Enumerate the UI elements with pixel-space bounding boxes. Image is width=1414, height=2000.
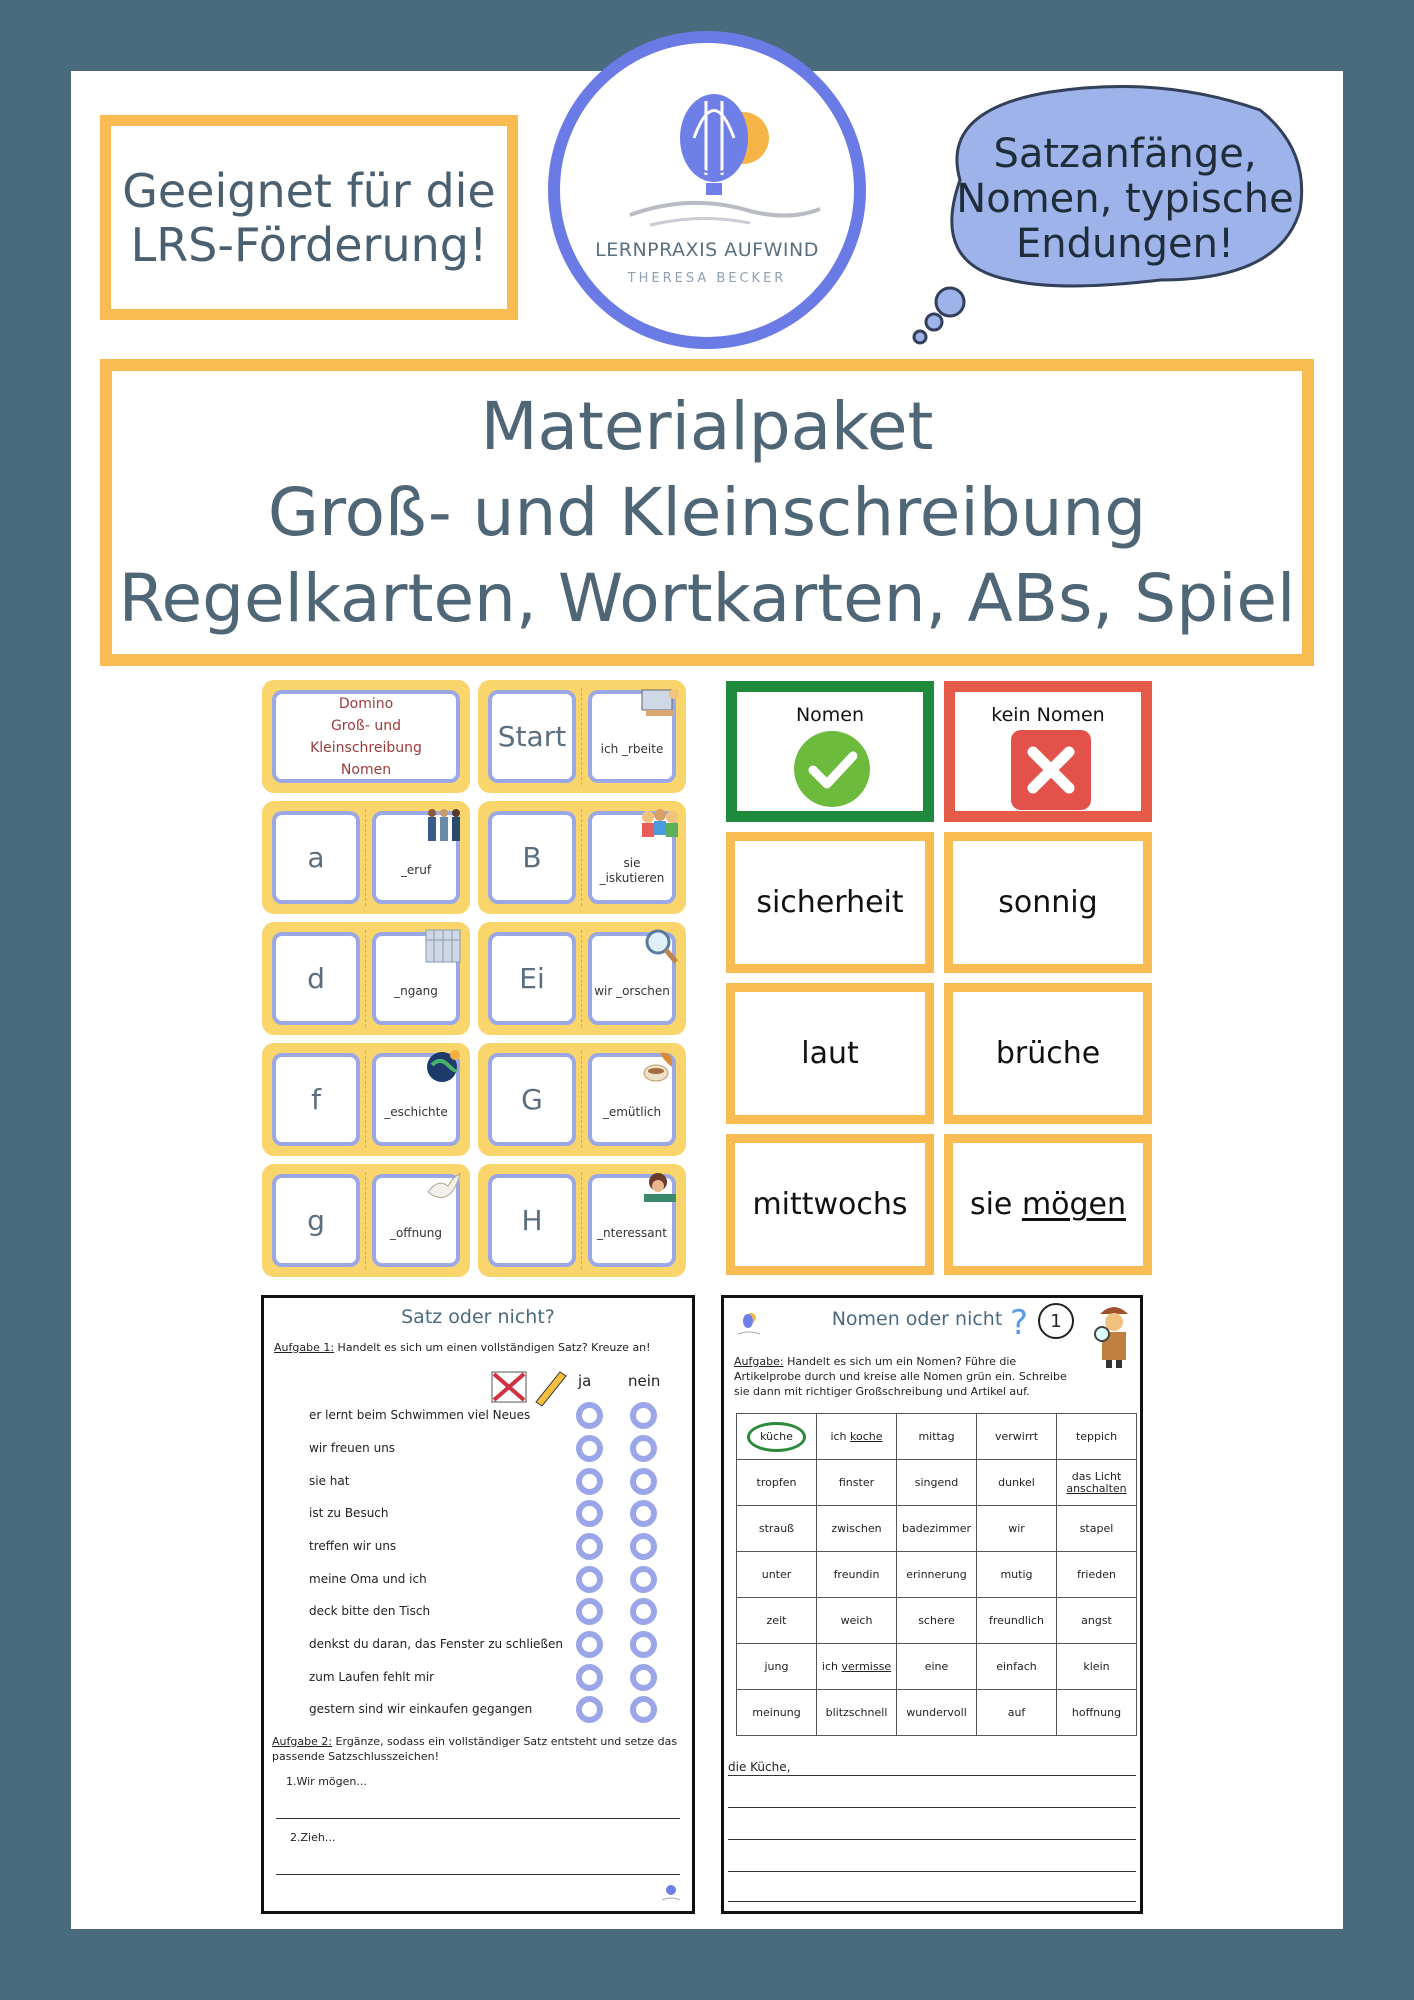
magnifier-icon (638, 926, 680, 966)
grid-cell[interactable]: zeit (737, 1598, 817, 1644)
title-line3: Regelkarten, Wortkarten, ABs, Spiel (118, 559, 1296, 637)
domino-left: a (272, 811, 360, 904)
dove-icon (422, 1168, 464, 1208)
answer-ja-circle[interactable] (576, 1664, 603, 1691)
answer-ja-circle[interactable] (576, 1566, 603, 1593)
small-logo-icon (658, 1880, 684, 1906)
grid-cell[interactable]: wir (977, 1506, 1057, 1552)
answer-nein-circle[interactable] (630, 1631, 657, 1658)
grid-cell[interactable]: mittag (897, 1414, 977, 1460)
domino-right: sie _iskutieren (588, 811, 676, 904)
checkmark-icon (793, 730, 871, 808)
worksheet-number-badge (1038, 1303, 1074, 1339)
grid-cell[interactable]: mutig (977, 1552, 1057, 1598)
worksheet2-title: Nomen oder nicht (831, 1308, 1003, 1330)
domino-header-line1: Domino (338, 695, 394, 712)
task1-label: Aufgabe 1: (274, 1341, 335, 1354)
sentence: treffen wir uns (309, 1539, 397, 1553)
grid-cell[interactable]: finster (817, 1460, 897, 1506)
domino-card (478, 922, 686, 1035)
computer-illustration-icon (638, 684, 680, 724)
answer-nein-circle[interactable] (630, 1598, 657, 1625)
domino-card (262, 922, 470, 1035)
domino-card (262, 801, 470, 914)
grid-underlined: koche (850, 1429, 883, 1443)
task-text: Handelt es sich um ein Nomen? Führe die Artikelprobe durch und kreise alle Nomen grün ein. Schreibe sie dann mit richtiger Großschreibung und Artikel auf. (734, 1355, 1067, 1398)
answer-nein-circle[interactable] (630, 1500, 657, 1527)
grid-prefix: das Licht (1071, 1469, 1122, 1483)
worksheet1-task1 (274, 1340, 684, 1355)
answer-line[interactable] (728, 1901, 1136, 1902)
worksheet-nomen-oder-nicht (721, 1295, 1143, 1914)
grid-cell[interactable]: frieden (1057, 1552, 1137, 1598)
domino-left: g (272, 1174, 360, 1267)
answer-line[interactable] (276, 1874, 680, 1875)
answer-line[interactable] (728, 1871, 1136, 1872)
worksheet1-title: Satz oder nicht? (401, 1306, 555, 1328)
domino-left: d (272, 932, 360, 1025)
entrance-gate-icon (422, 926, 464, 966)
logo-subtitle: THERESA BECKER (627, 271, 787, 286)
domino-card (262, 1164, 470, 1277)
professions-illustration-icon (422, 805, 464, 845)
domino-header-card (262, 680, 470, 793)
grid-cell[interactable]: angst (1057, 1598, 1137, 1644)
answer-nein-circle[interactable] (630, 1566, 657, 1593)
answer-ja-circle[interactable] (576, 1402, 603, 1429)
domino-start-left: Start (488, 690, 576, 783)
answer-start: die Küche, (728, 1760, 791, 1774)
domino-start-card (478, 680, 686, 793)
lrs-badge-line1: Geeignet für die (122, 163, 496, 218)
children-illustration-icon (638, 805, 680, 845)
logo (548, 31, 866, 349)
answer-line[interactable] (728, 1807, 1136, 1808)
domino-card (478, 1043, 686, 1156)
answer-nein-circle[interactable] (630, 1533, 657, 1560)
domino-right: wir _orschen (588, 932, 676, 1025)
svg-text:?: ? (1010, 1303, 1029, 1340)
column-nein: nein (628, 1372, 661, 1390)
title-line2: Groß- und Kleinschreibung (267, 473, 1147, 551)
main-title-box (100, 359, 1314, 666)
hot-air-balloon-icon (560, 43, 878, 243)
domino-right: _nteressant (588, 1174, 676, 1267)
grid-cell[interactable] (817, 1414, 897, 1460)
cross-icon (1011, 730, 1091, 810)
grid-cell[interactable]: verwirrt (977, 1414, 1057, 1460)
grid-cell[interactable]: klein (1057, 1644, 1137, 1690)
grid-underlined: vermisse (841, 1659, 892, 1673)
answer-nein-circle[interactable] (630, 1664, 657, 1691)
lrs-badge (100, 115, 518, 320)
answer-nein-circle[interactable] (630, 1468, 657, 1495)
grid-cell[interactable]: auf (977, 1690, 1057, 1736)
task1-text: Handelt es sich um einen vollständigen Satz? Kreuze an! (337, 1341, 651, 1354)
circled-noun: küche (747, 1422, 806, 1452)
worksheet-satz-oder-nicht (261, 1295, 695, 1914)
bubble-line1: Satzanfänge, (993, 131, 1257, 177)
answer-ja-circle[interactable] (576, 1696, 603, 1723)
logo-name: LERNPRAXIS AUFWIND (595, 239, 819, 261)
task2-item1: 1.Wir mögen... (286, 1775, 367, 1788)
answer-ja-circle[interactable] (576, 1435, 603, 1462)
grid-cell[interactable]: unter (737, 1552, 817, 1598)
answer-ja-circle[interactable] (576, 1533, 603, 1560)
grid-prefix: ich (830, 1429, 851, 1443)
grid-cell[interactable]: eine (897, 1644, 977, 1690)
word-card-prefix: sie (969, 1187, 1022, 1222)
nomen-label: Nomen (795, 704, 865, 726)
domino-right: _ngang (372, 932, 460, 1025)
answer-line[interactable] (728, 1775, 1136, 1776)
grid-cell[interactable]: zwischen (817, 1506, 897, 1552)
task2-item2: 2.Zieh... (290, 1831, 336, 1844)
detective-icon (1092, 1300, 1136, 1370)
worksheet1-task2 (272, 1734, 682, 1764)
grid-cell[interactable]: hoffnung (1057, 1690, 1137, 1736)
sentence: ist zu Besuch (309, 1506, 389, 1520)
sentence: deck bitte den Tisch (309, 1604, 431, 1618)
answer-nein-circle[interactable] (630, 1402, 657, 1429)
sentence: denkst du daran, das Fenster zu schließen (309, 1637, 563, 1651)
domino-right: _emütlich (588, 1053, 676, 1146)
grid-underlined: anschalten (1066, 1481, 1127, 1495)
bubble-line2: Nomen, typische (956, 176, 1294, 222)
word-card: laut (726, 983, 934, 1124)
grid-cell[interactable] (1057, 1460, 1137, 1506)
answer-ja-circle[interactable] (576, 1500, 603, 1527)
worksheet2-task (734, 1354, 1084, 1399)
answer-ja-circle[interactable] (576, 1468, 603, 1495)
domino-right: _offnung (372, 1174, 460, 1267)
grid-cell[interactable]: dunkel (977, 1460, 1057, 1506)
grid-cell[interactable]: freundin (817, 1552, 897, 1598)
word-card: brüche (944, 983, 1152, 1124)
bubble-line3: Endungen! (1015, 221, 1235, 267)
domino-card (478, 801, 686, 914)
grid-cell[interactable]: schere (897, 1598, 977, 1644)
sentence: er lernt beim Schwimmen viel Neues (309, 1408, 531, 1422)
domino-left: f (272, 1053, 360, 1146)
answer-ja-circle[interactable] (576, 1631, 603, 1658)
task2-label: Aufgabe 2: (272, 1735, 333, 1748)
grid-cell[interactable]: badezimmer (897, 1506, 977, 1552)
word-card: mittwochs (726, 1134, 934, 1275)
answer-nein-circle[interactable] (630, 1435, 657, 1462)
globe-history-icon (422, 1047, 464, 1087)
grid-cell[interactable]: erinnerung (897, 1552, 977, 1598)
grid-cell[interactable]: wundervoll (897, 1690, 977, 1736)
word-card: sonnig (944, 832, 1152, 973)
sentence: meine Oma und ich (309, 1572, 427, 1586)
domino-card (262, 1043, 470, 1156)
grid-cell[interactable]: strauß (737, 1506, 817, 1552)
grid-cell[interactable]: freundlich (977, 1598, 1057, 1644)
cozy-tea-icon (638, 1047, 680, 1087)
worksheet-number: 1 (1050, 1310, 1062, 1332)
answer-line[interactable] (728, 1839, 1136, 1840)
domino-header-line2: Groß- und Kleinschreibung (310, 717, 422, 756)
grid-cell[interactable]: blitzschnell (817, 1690, 897, 1736)
lrs-badge-line2: LRS-Förderung! (130, 217, 488, 272)
grid-cell[interactable]: einfach (977, 1644, 1057, 1690)
grid-cell[interactable]: stapel (1057, 1506, 1137, 1552)
task2-text: Ergänze, sodass ein vollständiger Satz entsteht und setze das passende Satzschlusszeichen! (272, 1735, 678, 1763)
domino-start-right: ich _rbeite (588, 690, 676, 783)
answer-ja-circle[interactable] (576, 1598, 603, 1625)
domino-left: B (488, 811, 576, 904)
answer-line[interactable] (276, 1818, 680, 1819)
grid-cell[interactable]: jung (737, 1644, 817, 1690)
word-card-underlined: mögen (1021, 1187, 1127, 1222)
question-mark-icon (1008, 1302, 1034, 1340)
crossed-out-pencil-icon (490, 1366, 574, 1410)
grid-cell[interactable]: singend (897, 1460, 977, 1506)
kein-nomen-header-card (944, 681, 1152, 822)
sentence: sie hat (309, 1474, 350, 1488)
task-label: Aufgabe: (734, 1355, 784, 1368)
grid-cell[interactable] (817, 1644, 897, 1690)
domino-right: _eschichte (372, 1053, 460, 1146)
domino-left: Ei (488, 932, 576, 1025)
grid-cell[interactable]: meinung (737, 1690, 817, 1736)
nomen-header-card (726, 681, 934, 822)
word-card: sicherheit (726, 832, 934, 973)
domino-header (272, 690, 460, 783)
grid-cell[interactable]: tropfen (737, 1460, 817, 1506)
sentence: zum Laufen fehlt mir (309, 1670, 435, 1684)
noun-grid (736, 1413, 1137, 1736)
kein-nomen-label: kein Nomen (991, 704, 1105, 726)
grid-cell[interactable]: teppich (1057, 1414, 1137, 1460)
column-ja: ja (578, 1372, 592, 1390)
grid-cell[interactable] (737, 1414, 817, 1460)
domino-right: _eruf (372, 811, 460, 904)
domino-left: H (488, 1174, 576, 1267)
title-line1: Materialpaket (480, 387, 934, 465)
answer-nein-circle[interactable] (630, 1696, 657, 1723)
bored-reader-icon (638, 1168, 680, 1208)
thought-bubble-text (955, 132, 1295, 267)
grid-prefix: ich (821, 1659, 842, 1673)
domino-card (478, 1164, 686, 1277)
domino-left: G (488, 1053, 576, 1146)
sentence: wir freuen uns (309, 1441, 396, 1455)
grid-cell[interactable]: weich (817, 1598, 897, 1644)
word-card (944, 1134, 1152, 1275)
domino-header-line3: Nomen (340, 761, 392, 778)
sentence: gestern sind wir einkaufen gegangen (309, 1702, 533, 1716)
